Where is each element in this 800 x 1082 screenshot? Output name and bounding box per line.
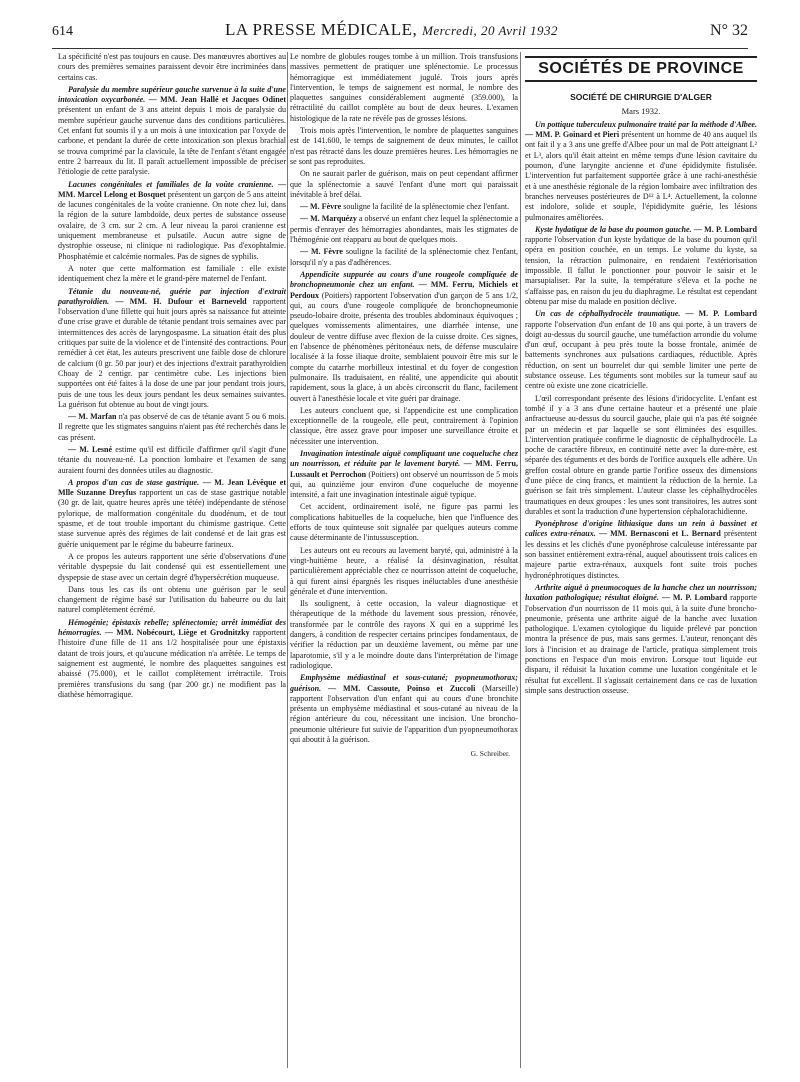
paragraph-text: (Poitiers) rapportent l'observation d'un garçon de 5 ans 1/2, qui, au cours d'une rougeole compliquée de bronchopneumonie pseudo-lobaire droite, présenta des troubles abdominaux équivoques ; quelques vomissements alimentaires, une diarrhée intense, une douleur de ventre diffuse avec flexion de la cuisse droite. Ces signes, en l'absence de phénomènes péritonéaux nets, de défense musculaire localisée à la fosse iliaque droite, semblaient pouvoir être mis sur le compte du catarrhe morbilleux intestinal et du foyer de congestion pulmonaire. Ils traduisaient, en réalité, une appendicite qui aboutit rapidement, sous la glace, à un abcès circonscrit du flanc, facilement ouvert à l'anesthésie locale et vite guéri par drainage. xyxy=(290,290,519,403)
article-paragraph xyxy=(290,214,518,245)
author-names: — MM. H. Dufour et Barneveld xyxy=(115,296,247,306)
article-paragraph xyxy=(290,126,518,167)
article-paragraph xyxy=(290,270,518,404)
paragraph-text: L'œil correspondant présente des lésions d'iridocyclite. L'enfant est tombé il y a 3 ans d'une certaine hauteur et a présenté une plaie anfractueuse au-dessus du sourcil gauche, plaie qui n'a pas été soignée par un médecin et par laquelle se sont éliminées des esquilles. L'intervention pratiquée confirme le diagnostic de céphalhydrocèle. La poche de caractère fibreux, en continuité nette avec la dure-mère, est séparée des téguments et des bords de l'orifice auxquels elle adhère. Un greffon costal obture en grande partie l'orifice osseux des dimensions d'une pièce de cinq francs, et maintient la réduction de la hernie. La guérison se fait très simplement. L'auteur classe les céphalhydrocèles traumatiques en deux groupes : les unes sont transitoires, les autres sont durables et sont la traduction d'une hypertension céphalorachidienne. xyxy=(525,393,757,516)
author-names: — MM. Bernasconi et L. Bernard xyxy=(598,529,721,539)
article-paragraph xyxy=(525,225,757,307)
paragraph-text: On ne saurait parler de guérison, mais on peut cependant affirmer que la splénectomie a sauvé l'enfant d'une mort qui paraissait inévitable à bref délai. xyxy=(290,169,518,199)
issue-date: Mercredi, 20 Avril 1932 xyxy=(422,23,559,38)
paragraph-text: La spécificité n'est pas toujours en cause. Des manœuvres abortives au cours des premières semaines paraissent devoir être incriminées dans certains cas. xyxy=(58,52,286,82)
paragraph-text: A noter que cette malformation est familiale : elle existe identiquement chez la mère et le grand-père maternel de l'enfant. xyxy=(58,263,286,284)
article-title: Emphysème médiastinal et sous-cutané; pyopneumothorax; guérison. xyxy=(290,673,518,693)
paragraph-text: (Marseille) rapportent l'observation d'un enfant qui au cours d'une bronchite présenta un emphysème médiastinal et sous-cutané au niveau de la région antérieure du cou, nécessitant une incision. Une broncho-pneumonie ultérieure fut suivie de l'apparition d'un pyopneumothorax qui aboutit à la guérison. xyxy=(290,683,518,744)
article-paragraph xyxy=(525,120,757,223)
article-paragraph xyxy=(58,264,286,285)
paragraph-text: Ils soulignent, à cette occasion, la valeur diagnostique et thérapeutique de la méthode du lavement sous pression, rénovée, transformée par le contrôle des rayons X qui en a supprimé les dangers, à condition de respecter certains principes fondamentaux, de vérifier la réduction par un deuxième lavement, ou même par une laparotomie, s'il y a le moindre doute dans l'interprétation de l'image radiologique. xyxy=(290,599,518,670)
paragraph-text: (Poitiers) ont observé un nourrisson de 5 mois qui, au quinzième jour environ d'une coqueluche de moyenne intensité, a fait une invagination intestinale aiguë typique. xyxy=(290,469,518,500)
column-rule xyxy=(287,52,288,1068)
paragraph-text: présentent un garçon de 5 ans atteint de lacunes congénitales de la voûte cranienne. On note chez lui, dans la région de la suture lambdoïde, deux pertes de substance osseuse ovalaire, de 3 cm. sur 2 cm. A leur niveau la paroi cranienne est uniquement membraneuse et pulsatile. Aucun autre signe de dystrophie osseuse, ni clinique ni radiologique. Pas d'exophtalmie. Phosphatémie et calcémie normales. Pas de signes de syphilis. xyxy=(58,189,286,261)
column-rule xyxy=(520,52,521,1068)
article-paragraph xyxy=(290,546,518,597)
journal-name: LA PRESSE MÉDICALE, xyxy=(225,20,418,39)
paragraph-text: Les auteurs ont eu recours au lavement baryté, qui, administré à la vingt-huitième heure, a réalisé la désinvagination, résultat particulièrement appréciable chez ce nourrisson atteint de coqueluche, à qui furent ainsi épargnés les risques inéluctables d'une anesthésie générale et d'une intervention. xyxy=(290,545,518,596)
article-title: Appendicite suppurée au cours d'une rougeole compliquée de bronchopneumonie chez un enfant. xyxy=(290,269,518,290)
author-names: — MM. Ferru, Lussault et Perrochon xyxy=(290,459,518,479)
article-paragraph xyxy=(525,583,757,696)
paragraph-text: rapportent l'histoire d'une fille de 11 ans 1/2 hospitalisée pour une épistaxis datant de trois jours, et qu'aucune médication n'a arrêtée. Le temps de saignement est augmenté, le nombre des plaquettes sanguines est abaissé (75.000), et le caillot complètement irrétractile. Trois premières transfusions du sang (par 200 gr.) ne modifient pas la diathèse hémorragique. xyxy=(58,628,286,699)
article-paragraph xyxy=(58,478,286,550)
paragraph-text: présentent les dessins et les clichés d'une pyonéphrose calculeuse intéressante par son bassinet entièrement extra-rénal, auquel aboutissent trois calices en majeure partie extra-rénaux, auxquels font suite trois poches hydronéphrotiques distinctes. xyxy=(525,529,758,580)
author-names: — M. P. Lombard xyxy=(693,224,757,234)
column-3 xyxy=(525,52,757,698)
column-2 xyxy=(290,52,518,760)
section-title: SOCIÉTÉS DE PROVINCE xyxy=(525,56,757,82)
paragraph-text: rapportent un cas de stase gastrique notable (30 gr. de lait, quatre heures après une tétée) indépendante de sténose pylorique, de malformation congénitale du duodénum, et de tout spasme, et de tout trouble important du chimisme gastrique. Cette stase survenue après des régimes de lait condensé et de lait gras est guérie uniquement par le régime du babeurre farineux. xyxy=(58,488,286,549)
author-names: — M. P. Lombard xyxy=(661,593,728,603)
article-paragraph xyxy=(58,618,286,700)
author-names: — M. Jean Lévêque et Mlle Suzanne Dreyfus xyxy=(58,477,286,498)
article-paragraph xyxy=(290,449,518,500)
article-title: Kyste hydatique de la base du poumon gauche. xyxy=(535,224,692,234)
article-paragraph xyxy=(58,52,286,83)
paragraph-text: rapportent l'observation d'une fillette qui huit jours après sa naissance fut atteinte d'une crise grave et durable de tétanie pendant trois semaines avec par intermittences des accès de laryngospasme. La situation était des plus critiques par suite de la violence et de l'intensité des contractions. Pour remédier à cet état, les auteurs prescrivent une faible dose de chlorure de calcium (0 gr. 50 par jour) et des injections d'extrait parathyroïdien Choay de 2 centigr. par centimètre cube. Les injections bien supportées ont été faites à la dose de une par jour pendant trois jours, puis de une tous les deux jours pendant les deux semaines suivantes. La guérison fut obtenue au bout de vingt jours. xyxy=(58,296,286,409)
article-paragraph xyxy=(525,309,757,391)
article-paragraph xyxy=(290,247,518,268)
author-signature: G. Schreiber. xyxy=(470,749,510,759)
paragraph-text: Trois mois après l'intervention, le nombre de plaquettes sanguines est de 141.600, le temps de saignement de deux minutes, le caillot n'est pas rétracté dans les douze premières heures. Les hémorragies ne se sont pas reproduites. xyxy=(290,126,518,166)
article-paragraph xyxy=(290,169,518,200)
paragraph-text: Cet accident, ordinairement isolé, ne figure pas parmi les complications habituelles de la coqueluche, bien que l'influence des efforts de toux quinteuse soit signalée par quelques auteurs comme cause déterminante de l'intussusception. xyxy=(290,502,518,543)
paragraph-text: rapporte l'observation d'un kyste hydatique de la base du poumon qu'il opéra en position couchée, en un temps. Le volume du kyste, sa tension, la rétraction pulmonaire, en rendaient l'extériorisation impossible. Il fallut le ponctionner pour pouvoir le saisir et le marsupialiser. Par la suite, la température s'éleva et la poche ne s'affaisse pas, en raison du jeu du diaphragme. Le résultat est cependant obtenu par mise du malade en position déclive. xyxy=(525,235,757,306)
society-heading: SOCIÉTÉ DE CHIRURGIE D'ALGER xyxy=(570,92,712,103)
paragraph-text: rapporte l'observation d'un nourrisson de 11 mois qui, à la suite d'une broncho-pneumonie, présenta une arthrite aiguë de la hanche avec luxation pathologique. L'examen cytologique du liquide prélevé par ponction montra la présence de pus, mais sans germes. L'auteur, renonçant dès lors à l'incision et au drainage de l'article, pratiqua simplement trois ponctions en l'espace d'un mois environ. Lorsque tout liquide eut disparu, il réduisit la luxation comme une luxation congénitale et le résultat fut excellent. Il s'agissait certainement dans ce cas de luxation simple sans destruction osseuse. xyxy=(525,593,757,695)
article-paragraph xyxy=(58,412,286,443)
page-number: 614 xyxy=(52,24,73,39)
paragraph-text: souligne la facilité de la splénectomie chez l'enfant, lorsqu'il n'y a pas d'adhérences. xyxy=(290,247,518,267)
article-paragraph xyxy=(290,502,518,543)
article-paragraph xyxy=(58,585,286,616)
article-title: Hémogénie; épistaxis rebelle; splénectomie; arrêt immédiat des hémorragies. xyxy=(58,617,286,638)
issue-number: N° 32 xyxy=(710,22,748,39)
paragraph-text: souligne la facilité de la splénectomie chez l'enfant. xyxy=(343,202,510,212)
article-paragraph xyxy=(525,394,757,518)
author-names: — M. Marquézy xyxy=(300,214,357,224)
article-title: Arthrite aiguë à pneumocoques de la hanche chez un nourrisson; luxation pathologique; résultat éloigné. xyxy=(525,582,757,603)
article-paragraph xyxy=(58,552,286,583)
paragraph-text: présentent un homme de 40 ans auquel ils ont fait il y a 3 ans une greffe d'Albee pour un mal de Pott atteignant L² et L³, alors qu'il était atteint en même temps d'une lésion cavitaire du poumon, d'une laryngite ancienne et d'une épididymite fistulisée. L'intervention fut parfaitement supportée grâce à une rachi-anesthésie et à une anesthésie régionale de la région lombaire avec infiltration des branches nerveuses postérieures de D¹² à L⁴. Actuellement, la colonne est indolore, solide et souple, l'épididymite guérie, les lésions pulmonaires améliorées. xyxy=(525,130,757,222)
article-title: A propos d'un cas de stase gastrique. xyxy=(68,477,200,487)
author-names: — MM. Jean Hallé et Jacques Odinet xyxy=(148,95,286,105)
paragraph-text: a observé un enfant chez lequel la splénectomie a permis d'enrayer des hémorragies abondantes, mais les stigmates de l'hémogénie ont réapparu au bout de quelques mois. xyxy=(290,214,519,245)
article-title: Pyonéphrose d'origine lithiasique dans un rein à bassinet et calices extra-rénaux. xyxy=(525,519,757,539)
article-title: Lacunes congénitales et familiales de la voûte cranienne. xyxy=(68,179,274,189)
article-paragraph xyxy=(290,599,518,671)
article-paragraph xyxy=(525,519,757,581)
journal-title xyxy=(225,20,558,40)
column-3-body xyxy=(525,120,757,696)
article-paragraph xyxy=(290,673,518,745)
paragraph-text: rapporte l'observation d'un enfant de 10 ans qui porte, à un travers de doigt au-dessus du sourcil gauche, une tuméfaction arrondie du volume d'un œuf, occupant à peu près toute la bosse frontale, animée de battements synchrones aux pulsations cardiaques, réductible. Après réduction, on sent un bourrelet dur qui semble limiter une perte de substance osseuse. Les téguments sont mobiles sur la tumeur sauf au centre où existe une zone cicatricielle. xyxy=(525,319,757,391)
author-names: — M. Marfan xyxy=(68,412,117,422)
article-paragraph xyxy=(290,406,518,447)
author-names: — M. Fèvre xyxy=(300,247,343,257)
author-names: — MM. Nobécourt, Liège et Grodnitzky xyxy=(104,628,250,638)
author-names: — M. Lesné xyxy=(68,444,113,454)
article-title: Paralysie du membre supérieur gauche survenue à la suite d'une intoxication oxycarbonée. xyxy=(58,84,286,105)
author-names: — M. P. Lombard xyxy=(685,309,757,319)
author-names: — MM. Marcel Lelong et Bosquet xyxy=(58,179,286,199)
article-title: Un pottique tuberculeux pulmonaire traité par la méthode d'Albee. xyxy=(535,119,757,129)
page-header xyxy=(52,20,748,49)
column-2-body xyxy=(290,52,518,745)
paragraph-text: estime qu'il est difficile d'affirmer qu'il s'agit d'une tétanie du nouveau-né. La ponction lombaire et l'examen de sang auraient fourni des données utiles au diagnostic. xyxy=(58,444,287,475)
article-paragraph xyxy=(290,202,518,212)
column-1 xyxy=(58,52,286,702)
author-names: — MM. P. Goinard et Pieri xyxy=(525,130,620,140)
article-title: Invagination intestinale aiguë compliquant une coqueluche chez un nourrisson, et réduite par le lavement baryté. xyxy=(290,448,518,469)
paragraph-text: A ce propos les auteurs rapportent une série d'observations d'une véritable dyspepsie du lait condensé qui est essentiellement une dyspepsie de stase avec un certain degré d'hypersécrétion muqueuse. xyxy=(58,551,286,582)
article-paragraph xyxy=(58,445,286,476)
author-names: — MM. Cassoute, Poinso et Zuccoli xyxy=(328,683,476,693)
article-paragraph xyxy=(58,180,286,262)
paragraph-text: présentent un enfant de 3 ans atteint depuis 1 mois de paralysie du membre supérieur gauche survenue dans des conditions particulières. Cet enfant fut soumis il y a un mois à une intoxication par l'oxyde de carbone, et pendant la durée de cette intoxication son plexus brachial se trouva comprimé par la clavicule, la tête de l'enfant s'étant engagée entre 2 barreaux du lit. Il paraît actuellement impossible de préciser l'étiologie de cette paralysie. xyxy=(58,105,286,177)
paragraph-text: n'a pas observé de cas de tétanie avant 5 ou 6 mois. Il regrette que les stigmates sanguins n'aient pas été recherchés dans le cas présent. xyxy=(58,412,287,442)
article-title: Tétanie du nouveau-né, guérie par injection d'extrait parathyroïdien. xyxy=(58,286,286,306)
paragraph-text: Les auteurs concluent que, si l'appendicite est une complication exceptionnelle de la rougeole, elle peut, contrairement à l'opinion classique, être assez grave pour imposer une surveillance étroite et nécessiter une intervention. xyxy=(290,405,518,446)
article-paragraph xyxy=(290,52,518,124)
article-paragraph xyxy=(58,85,286,178)
session-date: Mars 1932. xyxy=(621,105,661,116)
author-names: — MM. Ferru, Michiels et Perdoux xyxy=(290,280,519,300)
article-paragraph xyxy=(58,287,286,411)
author-names: — M. Fèvre xyxy=(300,202,342,212)
paragraph-text: Dans tous les cas ils ont obtenu une guérison par le seul changement de régime basé sur l'utilisation du babeurre ou du lait naturel complètement écrémé. xyxy=(58,584,286,615)
paragraph-text: Le nombre de globules rouges tombe à un million. Trois transfusions massives permettent de pratiquer une splénectomie. Le processus hémorragique est immédiatement jugulé. Trois jours après l'intervention, le temps de saignement est normal, le nombre des plaquettes sanguines considérablement augmenté (359.000), la rétractilité du caillot complète au bout de deux heures. L'examen histologique de la rate ne révèle pas de grosses lésions. xyxy=(290,52,518,123)
article-title: Un cas de céphalhydrocèle traumatique. xyxy=(535,309,681,319)
